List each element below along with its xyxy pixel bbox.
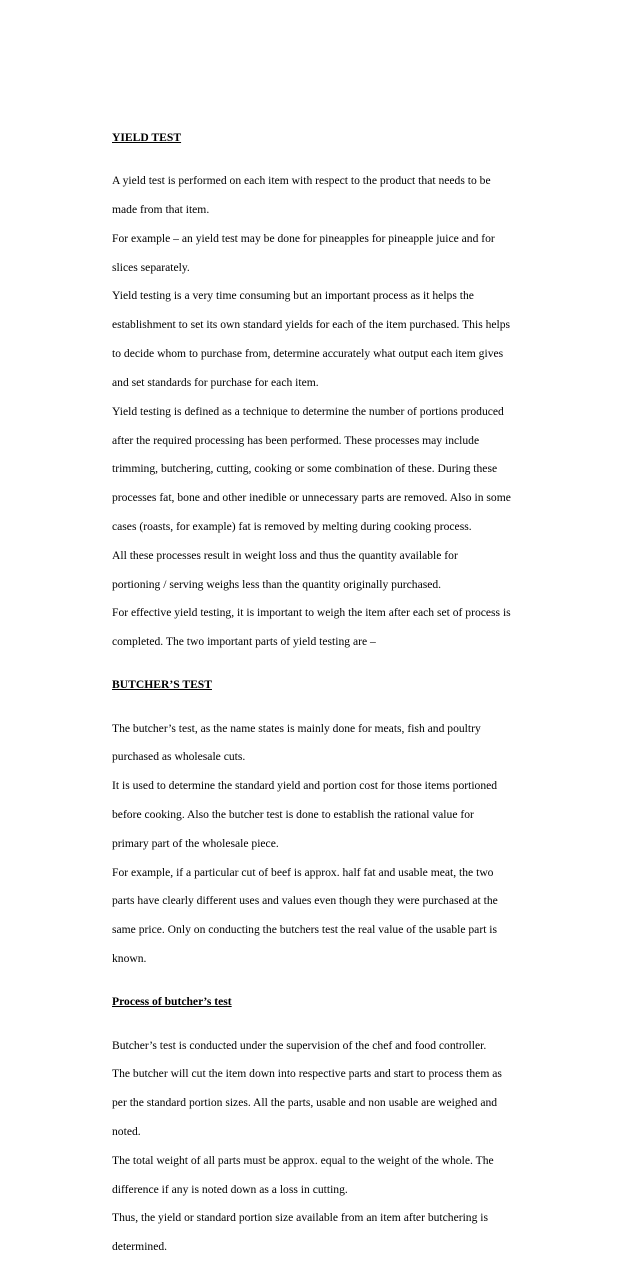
text-line: slices separately.: [112, 260, 190, 274]
text-line: For example – an yield test may be done for pineapples for pineapple juice and for: [112, 231, 495, 245]
text-line: purchased as wholesale cuts.: [112, 750, 246, 764]
text-line: For effective yield testing, it is important to weigh the item after each set of process is: [112, 606, 511, 620]
text-line: difference if any is noted down as a loss in cutting.: [112, 1182, 348, 1196]
text-line: completed. The two important parts of yield testing are –: [112, 635, 376, 649]
text-line: Butcher’s test is conducted under the supervision of the chef and food controller.: [112, 1038, 487, 1052]
text-line: cases (roasts, for example) fat is removed by melting during cooking process.: [112, 519, 472, 533]
text-line: and set standards for purchase for each item.: [112, 375, 319, 389]
section-process-of-butchers-test: [112, 995, 552, 1269]
text-line: It is used to determine the standard yield and portion cost for those items portioned: [112, 779, 498, 793]
section-heading: YIELD TEST: [112, 131, 182, 144]
section-paragraph: [112, 160, 552, 664]
text-line: parts have clearly different uses and values even though they were purchased at the: [112, 894, 498, 908]
section-butchers-test: [112, 678, 552, 981]
text-line: to decide whom to purchase from, determine accurately what output each item gives: [112, 347, 504, 361]
text-line: same price. Only on conducting the butchers test the real value of the usable part is: [112, 923, 498, 937]
text-line: after the required processing has been performed. These processes may include: [112, 433, 480, 447]
text-line: determined.: [112, 1240, 168, 1254]
document-body: [112, 131, 552, 1283]
text-line: per the standard portion sizes. All the parts, usable and non usable are weighed and: [112, 1096, 498, 1110]
text-line: Thus, the yield or standard portion size available from an item after butchering is: [112, 1211, 489, 1225]
text-line: The butcher will cut the item down into respective parts and start to process them as: [112, 1067, 502, 1081]
text-line: trimming, butchering, cutting, cooking or some combination of these. During these: [112, 462, 498, 476]
text-line: known.: [112, 952, 147, 966]
section-heading: Process of butcher’s test: [112, 995, 232, 1009]
text-line: portioning / serving weighs less than the quantity originally purchased.: [112, 577, 442, 591]
text-line: primary part of the wholesale piece.: [112, 836, 279, 850]
text-line: Yield testing is defined as a technique to determine the number of portions produced: [112, 404, 504, 418]
text-line: All these processes result in weight loss and thus the quantity available for: [112, 548, 458, 562]
text-line: before cooking. Also the butcher test is done to establish the rational value for: [112, 808, 474, 822]
text-line: noted.: [112, 1124, 141, 1138]
section-paragraph: [112, 1024, 552, 1269]
section-paragraph: [112, 707, 552, 981]
text-line: Yield testing is a very time consuming but an important process as it helps the: [112, 289, 474, 303]
section-yield-test: [112, 131, 552, 664]
text-line: establishment to set its own standard yields for each of the item purchased. This helps: [112, 318, 511, 332]
text-line: For example, if a particular cut of beef is approx. half fat and usable meat, the two: [112, 865, 494, 879]
text-line: The total weight of all parts must be approx. equal to the weight of the whole. The: [112, 1153, 494, 1167]
text-line: made from that item.: [112, 203, 210, 217]
text-line: processes fat, bone and other inedible or unnecessary parts are removed. Also in some: [112, 491, 511, 505]
text-line: A yield test is performed on each item with respect to the product that needs to be: [112, 174, 491, 188]
text-line: The butcher’s test, as the name states is mainly done for meats, fish and poultry: [112, 721, 481, 735]
section-heading: BUTCHER’S TEST: [112, 678, 212, 692]
